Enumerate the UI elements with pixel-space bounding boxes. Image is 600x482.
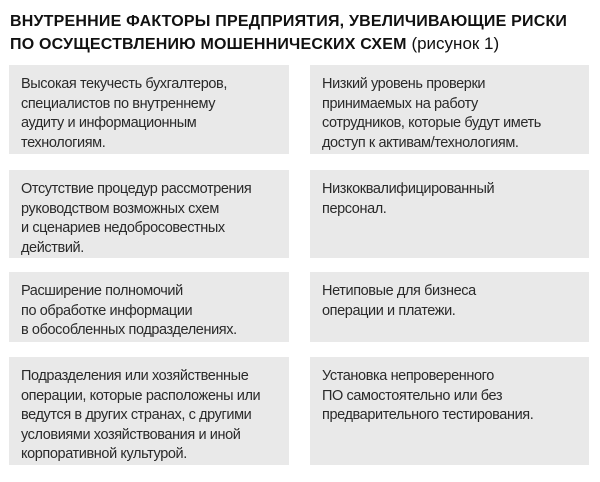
figure-title: [10, 10, 567, 56]
factor-box: Нетиповые для бизнеса операции и платежи.: [310, 272, 589, 342]
title-line-2: ПО ОСУЩЕСТВЛЕНИЮ МОШЕННИЧЕСКИХ СХЕМ: [10, 36, 407, 53]
factor-box: Высокая текучесть бухгалтеров, специалистов по внутреннему аудиту и информационным технологиям.: [9, 65, 289, 154]
factor-box: Подразделения или хозяйственные операции, которые расположены или ведутся в других странах, с другими условиями хозяйствования и иной корпоративной культурой.: [9, 357, 289, 465]
title-line-1: ВНУТРЕННИЕ ФАКТОРЫ ПРЕДПРИЯТИЯ, УВЕЛИЧИВАЮЩИЕ РИСКИ: [10, 13, 568, 30]
figure-reference: (рисунок 1): [411, 34, 500, 53]
factor-box: Низкий уровень проверки принимаемых на работу сотрудников, которые будут иметь доступ к активам/технологиям.: [310, 65, 589, 154]
factor-box: Отсутствие процедур рассмотрения руководством возможных схем и сценариев недобросовестных действий.: [9, 170, 289, 258]
factor-box: Низкоквалифицированный персонал.: [310, 170, 589, 258]
factor-box: Установка непроверенного ПО самостоятельно или без предварительного тестирования.: [310, 357, 589, 465]
factor-box: Расширение полномочий по обработке информации в обособленных подразделениях.: [9, 272, 289, 342]
